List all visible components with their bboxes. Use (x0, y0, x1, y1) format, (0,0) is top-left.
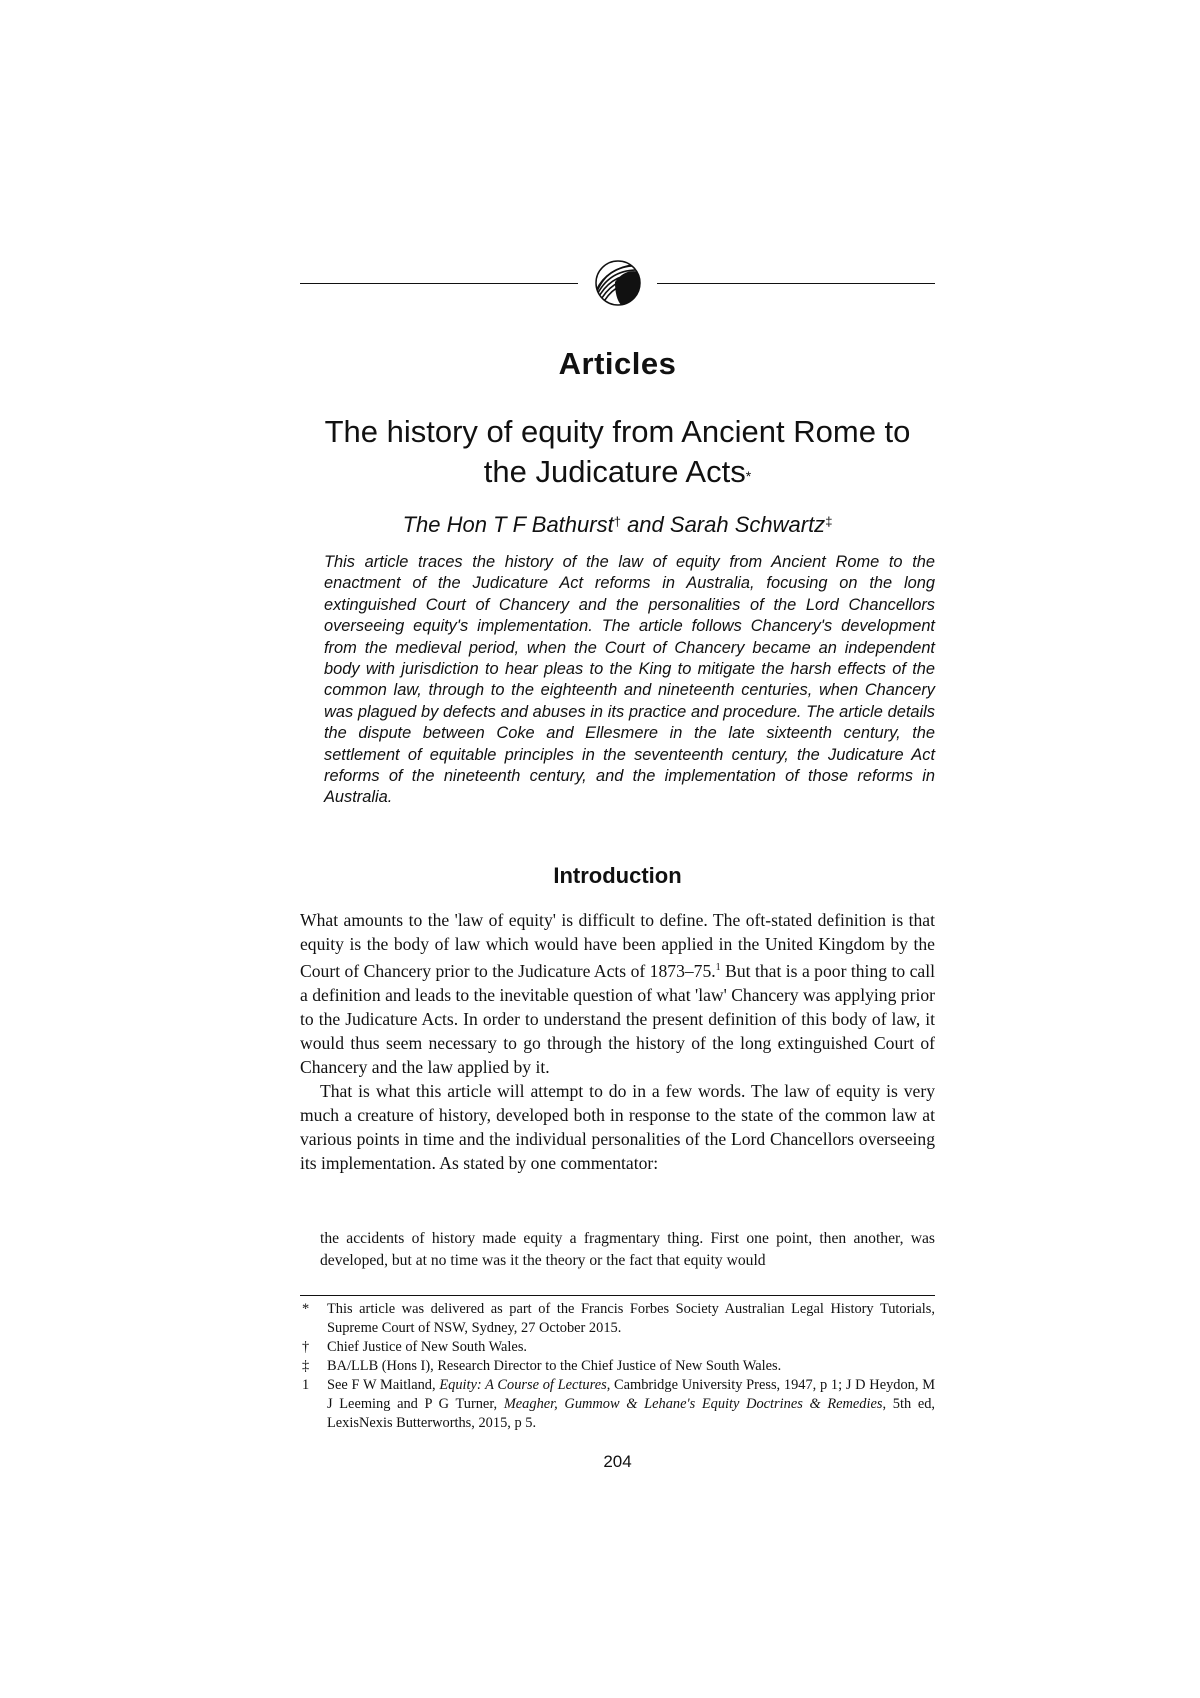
footnote-item (300, 1300, 935, 1338)
footnote-text: Chief Justice of New South Wales. (327, 1339, 528, 1355)
footnote-rule (300, 1295, 935, 1296)
section-heading: Articles (558, 346, 677, 381)
footnote-marker: † (302, 1339, 310, 1355)
introduction-heading: Introduction (553, 863, 682, 888)
author-2-marker: ‡ (825, 514, 833, 529)
footnote-1-book-2: Meagher, Gummow & Lehane's Equity Doctrines & Remedies (503, 1396, 883, 1412)
author-joiner: and (620, 512, 670, 537)
header-logo-rule (300, 258, 935, 314)
article-abstract: This article traces the history of the law of equity from Ancient Rome to the enactment of the Judicature Act reforms in Australia, focusing on the long extinguished Court of Chancery and the personalities of the Lord Chancellors overseeing equity's implementation. The article follows Chancery's development from the medieval period, when the Court of Chancery became an independent body with jurisdiction to hear pleas to the King to mitigate the harsh effects of the common law, through to the eighteenth and nineteenth centuries, when Chancery was plagued by defects and abuses in its practice and procedure. The article details the dispute between Coke and Ellesmere in the late sixteenth century, the settlement of equitable principles in the seventeenth century, the Judicature Act reforms of the nineteenth century, and the implementation of those reforms in Australia. (324, 553, 935, 807)
footnote-ref-1: 1 (715, 962, 721, 973)
footnotes (300, 1300, 935, 1433)
footnote-item (300, 1338, 935, 1357)
body-text (300, 908, 935, 1175)
footnote-1-post: , 5th ed, LexisNexis Butterworths, 2015, p 5. (327, 1396, 936, 1431)
footnote-marker: 1 (302, 1377, 310, 1393)
paragraph-1 (300, 908, 935, 1079)
footnote-1-mid: , Cambridge University Press, 1947, p 1; J D Heydon, M J Leeming and P G Turner, (327, 1377, 935, 1412)
article-title (300, 412, 935, 492)
footnote-text: BA/LLB (Hons I), Research Director to the Chief Justice of New South Wales. (327, 1358, 782, 1374)
paragraph-1-part-a: What amounts to the 'law of equity' is difficult to define. The oft-stated definition is that equity is the body of law which would have been applied in the United Kingdom by the Court of Chancery prior to the Judicature Acts of 1873–75. (300, 910, 935, 981)
paragraph-1-part-b: But that is a poor thing to call a definition and leads to the inevitable question of what 'law' Chancery was applying prior to the Judicature Acts. In order to understand the present definition of this body of law, it would thus seem necessary to go through the history of the long extinguished Court of Chancery and the law applied by it. (300, 960, 935, 1077)
author-1: The Hon T F Bathurst (402, 512, 614, 537)
article-authors (300, 512, 935, 538)
page-number: 204 (603, 1452, 632, 1471)
footnote-1-pre: See F W Maitland, (327, 1377, 440, 1393)
author-1-marker: † (613, 514, 621, 529)
lexisnexis-logo-icon (593, 258, 643, 308)
footnote-text (327, 1376, 935, 1433)
footnote-1-book-1: Equity: A Course of Lectures (439, 1377, 607, 1393)
footnote-marker: * (302, 1301, 310, 1317)
title-line-1: The history of equity from Ancient Rome to (324, 414, 911, 449)
title-footnote-marker: * (745, 468, 752, 484)
right-rule (657, 283, 935, 284)
footnote-marker: ‡ (302, 1358, 310, 1374)
author-2: Sarah Schwartz (669, 512, 826, 537)
paragraph-2: That is what this article will attempt to do in a few words. The law of equity is very much a creature of history, developed both in response to the state of the common law at various points in time and the individual personalities of the Lord Chancellors overseeing its implementation. As stated by one commentator: (300, 1080, 935, 1173)
title-line-2 (300, 452, 935, 492)
block-quote: the accidents of history made equity a fragmentary thing. First one point, then another, was developed, but at no time was it the theory or the fact that equity would (320, 1230, 935, 1269)
left-rule (300, 283, 578, 284)
footnote-text: This article was delivered as part of the Francis Forbes Society Australian Legal History Tutorials, Supreme Court of NSW, Sydney, 27 October 2015. (327, 1301, 935, 1336)
footnote-item-1 (300, 1376, 935, 1433)
footnote-item (300, 1357, 935, 1376)
title-line-2-text: the Judicature Acts (483, 454, 746, 489)
